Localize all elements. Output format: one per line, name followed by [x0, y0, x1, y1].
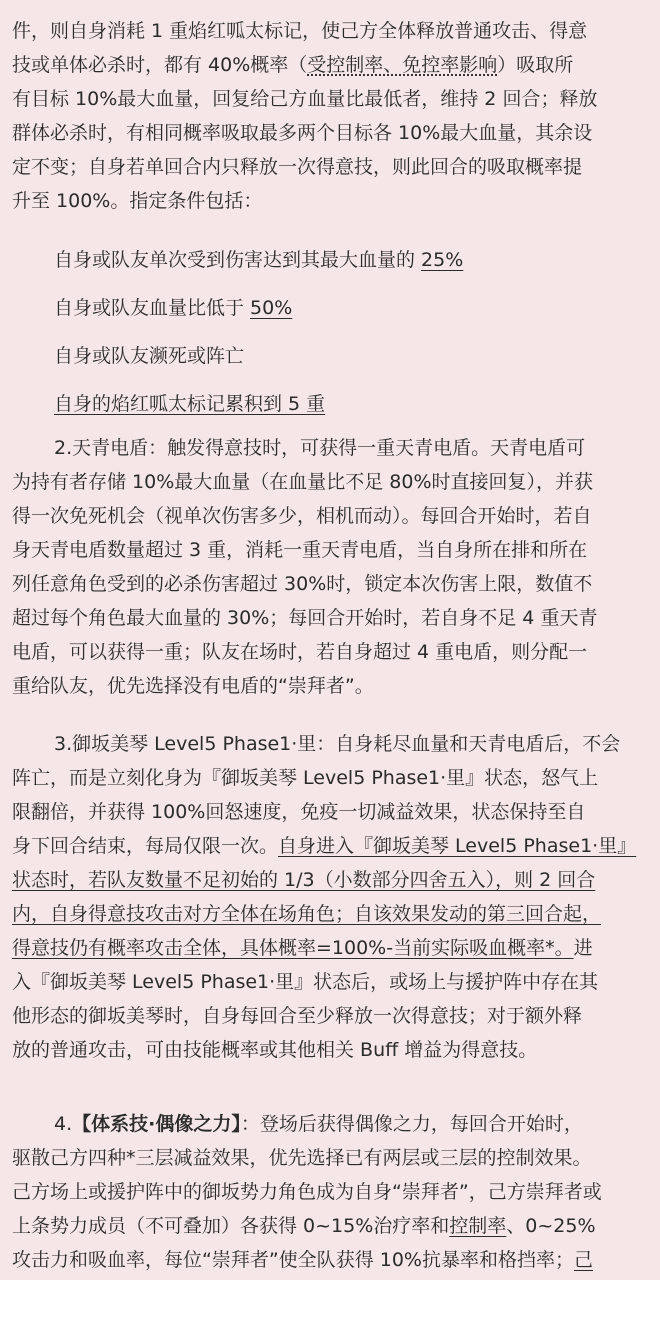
text-line: 放的普通攻击，可由技能概率或其他相关 Buff 增益为得意技。 [12, 1039, 538, 1061]
text-line: 3.御坂美琴 Level5 Phase1·里：自身耗尽血量和天青电盾后，不会 [54, 733, 621, 755]
text-line: 4.【体系技·偶像之力】：登场后获得偶像之力，每回合开始时， [54, 1113, 583, 1135]
text-line: 列任意角色受到的必杀伤害超过 30%时，锁定本次伤害上限，数值不 [12, 573, 593, 595]
text-line: 重给队友，优先选择没有电盾的“崇拜者”。 [12, 675, 374, 697]
text-line: 超过每个角色最大血量的 30%；每回合开始时，若自身不足 4 重天青 [12, 607, 598, 629]
text-line: 得一次免死机会（视单次伤害多少，相机而动）。每回合开始时，若自 [12, 505, 592, 527]
text-line: 为持有者存储 10%最大血量（在血量比不足 80%时直接回复），并获 [12, 471, 594, 493]
condition-item: 自身或队友单次受到伤害达到其最大血量的 25% [54, 249, 464, 271]
text-line: 定不变；自身若单回合内只释放一次得意技，则此回合的吸取概率提 [12, 156, 583, 178]
text-line: 攻击力和吸血率，每位“崇拜者”使全队获得 10%抗暴率和格挡率；己 [12, 1249, 593, 1271]
text-line: 技或单体必杀时，都有 40%概率（受控制率、免控率影响）吸取所 [12, 54, 574, 76]
paragraph-1 [12, 14, 652, 218]
condition-item: 自身的焰红呱太标记累积到 5 重 [54, 393, 326, 415]
text-line: 限翻倍，并获得 100%回怒速度，免疫一切减益效果，状态保持至自 [12, 801, 586, 823]
section-heading: 【体系技·偶像之力】 [72, 1113, 241, 1135]
paragraph-4 [12, 1107, 652, 1277]
text-line: 上条势力成员（不可叠加）各获得 0~15%治疗率和控制率、0~25% [12, 1215, 596, 1237]
text-line: 身下回合结束，每局仅限一次。自身进入『御坂美琴 Level5 Phase1·里』 [12, 835, 637, 857]
text-line: 他形态的御坂美琴时，自身每回合至少释放一次得意技；对于额外释 [12, 1005, 583, 1027]
text-line: 身天青电盾数量超过 3 重，消耗一重天青电盾，当自身所在排和所在 [12, 539, 588, 561]
text-line: 驱散己方四种*三层减益效果，优先选择已有两层或三层的控制效果。 [12, 1147, 592, 1169]
paragraph-2 [12, 431, 652, 703]
condition-item: 自身或队友血量比低于 50% [54, 297, 293, 319]
underlined-text: 自身进入『御坂美琴 Level5 Phase1·里』 [278, 835, 637, 857]
text-line: 有目标 10%最大血量，回复给己方血量比最低者，维持 2 回合；释放 [12, 88, 598, 110]
text-line: 入『御坂美琴 Level5 Phase1·里』状态后，或场上与援护阵中存在其 [12, 971, 599, 993]
text-line: 群体必杀时，有相同概率吸取最多两个目标各 10%最大血量，其余设 [12, 122, 593, 144]
underlined-text: 己 [573, 1249, 593, 1271]
underlined-text-line: 内，自身得意技攻击对方全体在场角色；自该效果发动的第三回合起， [12, 903, 602, 925]
text-line: 阵亡，而是立刻化身为『御坂美琴 Level5 Phase1·里』状态，怒气上 [12, 767, 599, 789]
text-line: 己方场上或援护阵中的御坂势力角色成为自身“崇拜者”，己方崇拜者或 [12, 1181, 602, 1203]
text-line: 得意技仍有概率攻击全体，具体概率=100%-当前实际吸血概率*。进 [12, 937, 593, 959]
underlined-value: 25% [421, 249, 464, 271]
text-line: 2.天青电盾：触发得意技时，可获得一重天青电盾。天青电盾可 [54, 437, 586, 459]
underlined-text-line: 状态时，若队友数量不足初始的 1/3（小数部分四舍五入），则 2 回合 [12, 869, 596, 891]
dotted-underline-text: 受控制率、免控率影响 [307, 54, 498, 76]
text-line: 升至 100%。指定条件包括： [12, 190, 263, 212]
underlined-value: 50% [250, 297, 293, 319]
underlined-text: 控制率 [449, 1215, 507, 1237]
underlined-text: 得意技仍有概率攻击全体，具体概率=100%-当前实际吸血概率*。 [12, 937, 574, 959]
text-line: 电盾，可以获得一重；队友在场时，若自身超过 4 重电盾，则分配一 [12, 641, 588, 663]
text-line: 件，则自身消耗 1 重焰红呱太标记，使己方全体释放普通攻击、得意 [12, 20, 588, 42]
paragraph-3 [12, 727, 652, 1067]
condition-item: 自身或队友濒死或阵亡 [54, 345, 245, 367]
